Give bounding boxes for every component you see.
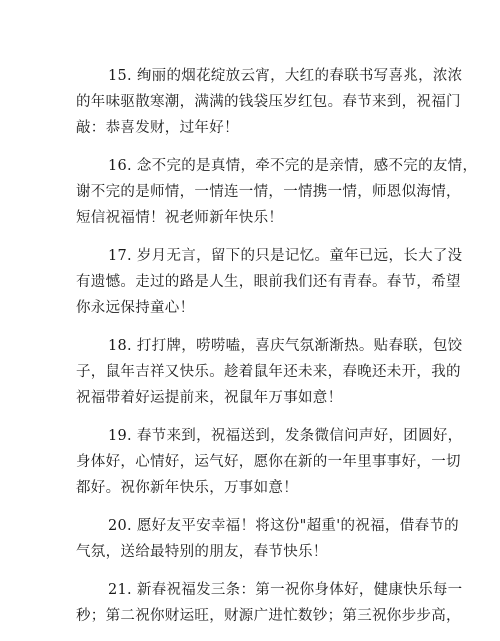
paragraph-line: 18. 打打牌，唠唠嗑，喜庆气氛渐渐热。贴春联，包饺 [108, 338, 463, 354]
paragraph-line: 秒；第二祝你财运旺，财源广进忙数钞；第三祝你步步高， [76, 608, 461, 624]
paragraph-line: 你永远保持童心！ [76, 300, 195, 316]
paragraph-line: 16. 念不完的是真情，牵不完的是亲情，感不完的友情， [108, 158, 478, 174]
paragraph-3 [76, 243, 463, 321]
paragraph-list [76, 63, 478, 641]
paragraph-line: 谢不完的是师情，一情连一情，一情携一情，师恩似海情， [76, 184, 461, 200]
paragraph-line: 身体好，心情好，运气好，愿你在新的一年里事事好，一切 [76, 454, 461, 470]
paragraph-line: 都好。祝你新年快乐，万事如意！ [76, 480, 298, 496]
paragraph-4 [76, 333, 463, 411]
paragraph-2 [76, 153, 478, 231]
paragraph-line: 子，鼠年吉祥又快乐。趁着鼠年还未来，春晚还未开，我的 [76, 364, 461, 380]
paragraph-line: 20. 愿好友平安幸福！将这份"超重'的祝福，借春节的 [108, 518, 459, 534]
paragraph-7 [76, 577, 463, 629]
paragraph-line: 气氛，送给最特别的朋友，春节快乐！ [76, 544, 328, 560]
paragraph-line: 21. 新春祝福发三条：第一祝你身体好，健康快乐每一 [108, 582, 463, 598]
paragraph-line: 19. 春节来到，祝福送到，发条微信问声好，团圆好， [108, 428, 463, 444]
paragraph-1 [76, 63, 463, 141]
paragraph-line: 15. 绚丽的烟花绽放云宵，大红的春联书写喜兆，浓浓 [108, 68, 463, 84]
paragraph-line: 有遗憾。走过的路是人生，眼前我们还有青春。春节，希望 [76, 274, 461, 290]
paragraph-line: 敲：恭喜发财，过年好！ [76, 120, 239, 136]
paragraph-5 [76, 423, 463, 501]
paragraph-line: 祝福带着好运提前来，祝鼠年万事如意！ [76, 390, 343, 406]
paragraph-line: 的年味驱散寒潮，满满的钱袋压岁红包。春节来到，祝福门 [76, 94, 461, 110]
paragraph-line: 短信祝福情！祝老师新年快乐！ [76, 210, 284, 226]
paragraph-6 [76, 513, 459, 565]
paragraph-line: 17. 岁月无言，留下的只是记忆。童年已远，长大了没 [108, 248, 463, 264]
